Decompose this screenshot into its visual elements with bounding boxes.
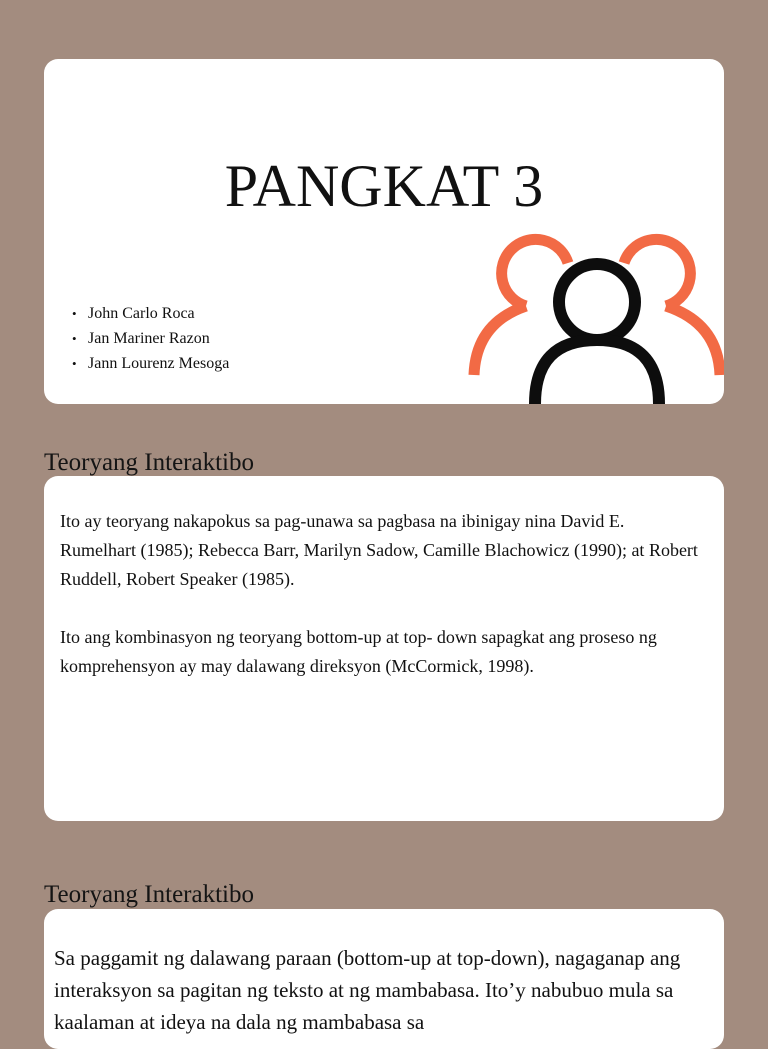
- member-list-item: [72, 326, 229, 351]
- content-slide: [44, 909, 724, 1049]
- member-name: Jan Mariner Razon: [88, 330, 210, 347]
- member-list-item: [72, 301, 229, 326]
- slide-title: PANGKAT 3: [224, 153, 544, 219]
- section-heading: Teoryang Interaktibo: [44, 449, 254, 476]
- title-slide: [44, 59, 724, 404]
- member-list-item: [72, 351, 229, 376]
- member-name: John Carlo Roca: [88, 305, 195, 322]
- group-people-icon: [466, 227, 724, 404]
- bullet-icon: •: [72, 331, 77, 346]
- paragraph: Sa paggamit ng dalawang paraan (bottom-up at top-down), nagaganap ang interaksyon sa pagitan ng teksto at ng mambabasa. Ito’y nabubuo mula sa kaalaman at ideya na dala ng mambabasa sa: [54, 946, 681, 1034]
- section-heading: Teoryang Interaktibo: [44, 881, 254, 908]
- bullet-icon: •: [72, 306, 77, 321]
- paragraph: Ito ang kombinasyon ng teoryang bottom-up at top- down sapagkat ang proseso ng komprehensyon ay may dalawang direksyon (McCormick, 1998).: [60, 627, 657, 676]
- content-slide: [44, 476, 724, 821]
- bullet-icon: •: [72, 356, 77, 371]
- member-list: [72, 301, 229, 376]
- member-name: Jann Lourenz Mesoga: [88, 355, 230, 372]
- paragraph: Ito ay teoryang nakapokus sa pag-unawa sa pagbasa na ibinigay nina David E. Rumelhart (1985); Rebecca Barr, Marilyn Sadow, Camille Blachowicz (1990); at Robert Ruddell, Robert Speaker (1985).: [60, 511, 698, 589]
